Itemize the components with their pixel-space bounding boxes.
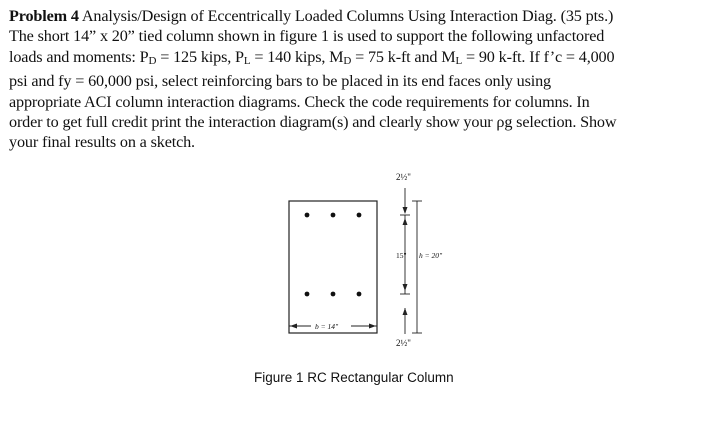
inner-arrow-up: [403, 218, 408, 225]
subscript-pl: L: [243, 54, 251, 67]
loads-text-c: = 140 kips, M: [250, 47, 344, 66]
problem-statement: [9, 6, 719, 153]
loads-text-e: = 90 k-ft. If f’c = 4,000: [462, 47, 615, 66]
figure-caption: Figure 1 RC Rectangular Column: [254, 370, 454, 385]
top-cover-arrow: [403, 207, 408, 214]
rebar-bottom-3: [357, 292, 362, 297]
inner-arrow-down: [403, 284, 408, 291]
rebar-bottom-2: [331, 292, 336, 297]
bottom-cover-arrow: [403, 308, 408, 315]
column-section-figure: [275, 158, 475, 348]
column-outline: [289, 201, 377, 333]
problem-line-5: appropriate ACI column interaction diagrams. Check the code requirements for columns. In: [9, 92, 590, 111]
subscript-md: D: [343, 54, 352, 67]
depth-label: h = 20": [419, 251, 443, 260]
width-arrow-right: [369, 324, 376, 329]
problem-line-2: The short 14” x 20” tied column shown in figure 1 is used to support the following unfactored: [9, 27, 605, 46]
width-arrow-left: [290, 324, 297, 329]
rebar-top-1: [305, 213, 310, 218]
rebar-top-3: [357, 213, 362, 218]
inner-dimension-label: 15": [396, 251, 407, 260]
rebar-bottom-1: [305, 292, 310, 297]
subscript-ml: L: [455, 54, 463, 67]
problem-heading: Problem 4: [9, 7, 79, 25]
subscript-pd: D: [148, 54, 157, 67]
loads-text-a: loads and moments: P: [9, 47, 149, 66]
problem-line-1: [9, 6, 719, 26]
loads-text-b: = 125 kips, P: [156, 47, 244, 66]
rebar-top-2: [331, 213, 336, 218]
problem-line-4: psi and fy = 60,000 psi, select reinforcing bars to be placed in its end faces only using: [9, 72, 551, 91]
width-label: b = 14": [315, 322, 339, 331]
problem-line-3: [9, 47, 719, 71]
problem-line-6: order to get full credit print the interaction diagram(s) and clearly show your ρg selection. Show: [9, 113, 617, 132]
column-cross-section-diagram: [275, 158, 475, 348]
loads-text-d: = 75 k-ft and M: [351, 47, 456, 66]
problem-line-7: your final results on a sketch.: [9, 133, 195, 152]
top-cover-label: 2½": [396, 172, 411, 182]
problem-title: Analysis/Design of Eccentrically Loaded Columns Using Interaction Diag. (35 pts.): [78, 7, 614, 25]
bottom-cover-label: 2½": [396, 338, 411, 348]
